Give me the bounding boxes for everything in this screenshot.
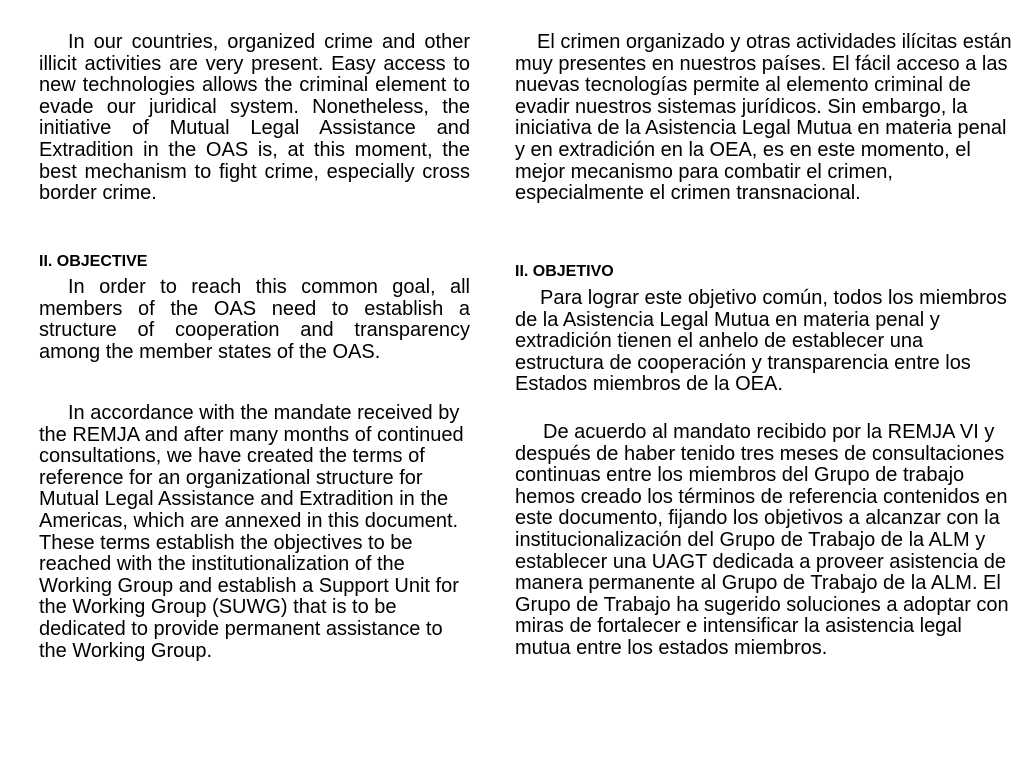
spanish-paragraph-mandate: De acuerdo al mandato recibido por la REMJA VI y después de haber tenido tres meses de consultaciones continuas entre los miembros del Grupo de trabajo hemos creado los términos de referencia contenidos en este documento, fijando los objetivos a alcanzar con la institucionalización del Grupo de Trabajo de la ALM y establecer una UAGT dedicada a proveer asistencia de manera permanente al Grupo de Trabajo de la ALM. El Grupo de Trabajo ha sugerido soluciones a adoptar con miras de fortalecer e intensificar la asistencia legal mutua entre los estados miembros. <box>515 421 1009 659</box>
english-paragraph-goal: In order to reach this common goal, all members of the OAS need to establish a structure of cooperation and transparency among the member states of the OAS. <box>39 276 470 363</box>
spanish-heading-objetivo: II. OBJETIVO <box>515 263 614 280</box>
spanish-column <box>515 32 1015 660</box>
english-heading-objective: II. OBJECTIVE <box>39 253 148 270</box>
spanish-paragraph-intro: El crimen organizado y otras actividades ilícitas están muy presentes en nuestros países. El fácil acceso a las nuevas tecnologías permite al elemento criminal de evadir nuestros sistemas jurídicos. Sin embargo, la iniciativa de la Asistencia Legal Mutua en materia penal y en extradición en la OEA, es en este momento, el mejor mecanismo para combatir el crimen, especialmente el crimen transnacional. <box>515 31 1012 205</box>
english-paragraph-intro: In our countries, organized crime and other illicit activities are very present. Easy access to new technologies allows the criminal element to evade our juridical system. Nonetheless, the initiative of Mutual Legal Assistance and Extradition in the OAS is, at this moment, the best mechanism to fight crime, especially cross border crime. <box>39 31 470 205</box>
spanish-paragraph-goal: Para lograr este objetivo común, todos los miembros de la Asistencia Legal Mutua en materia penal y extradición tienen el anhelo de establecer una estructura de cooperación y transparencia entre los Estados miembros de la OEA. <box>515 287 1007 396</box>
english-paragraph-mandate: In accordance with the mandate received by the REMJA and after many months of continued consultations, we have created the terms of reference for an organizational structure for Mutual Legal Assistance and Extradition in the Americas, which are annexed in this document. These terms establish the objectives to be reached with the institutionalization of the Working Group and establish a Support Unit for the Working Group (SUWG) that is to be dedicated to provide permanent assistance to the Working Group. <box>39 402 464 662</box>
english-column <box>39 32 470 662</box>
